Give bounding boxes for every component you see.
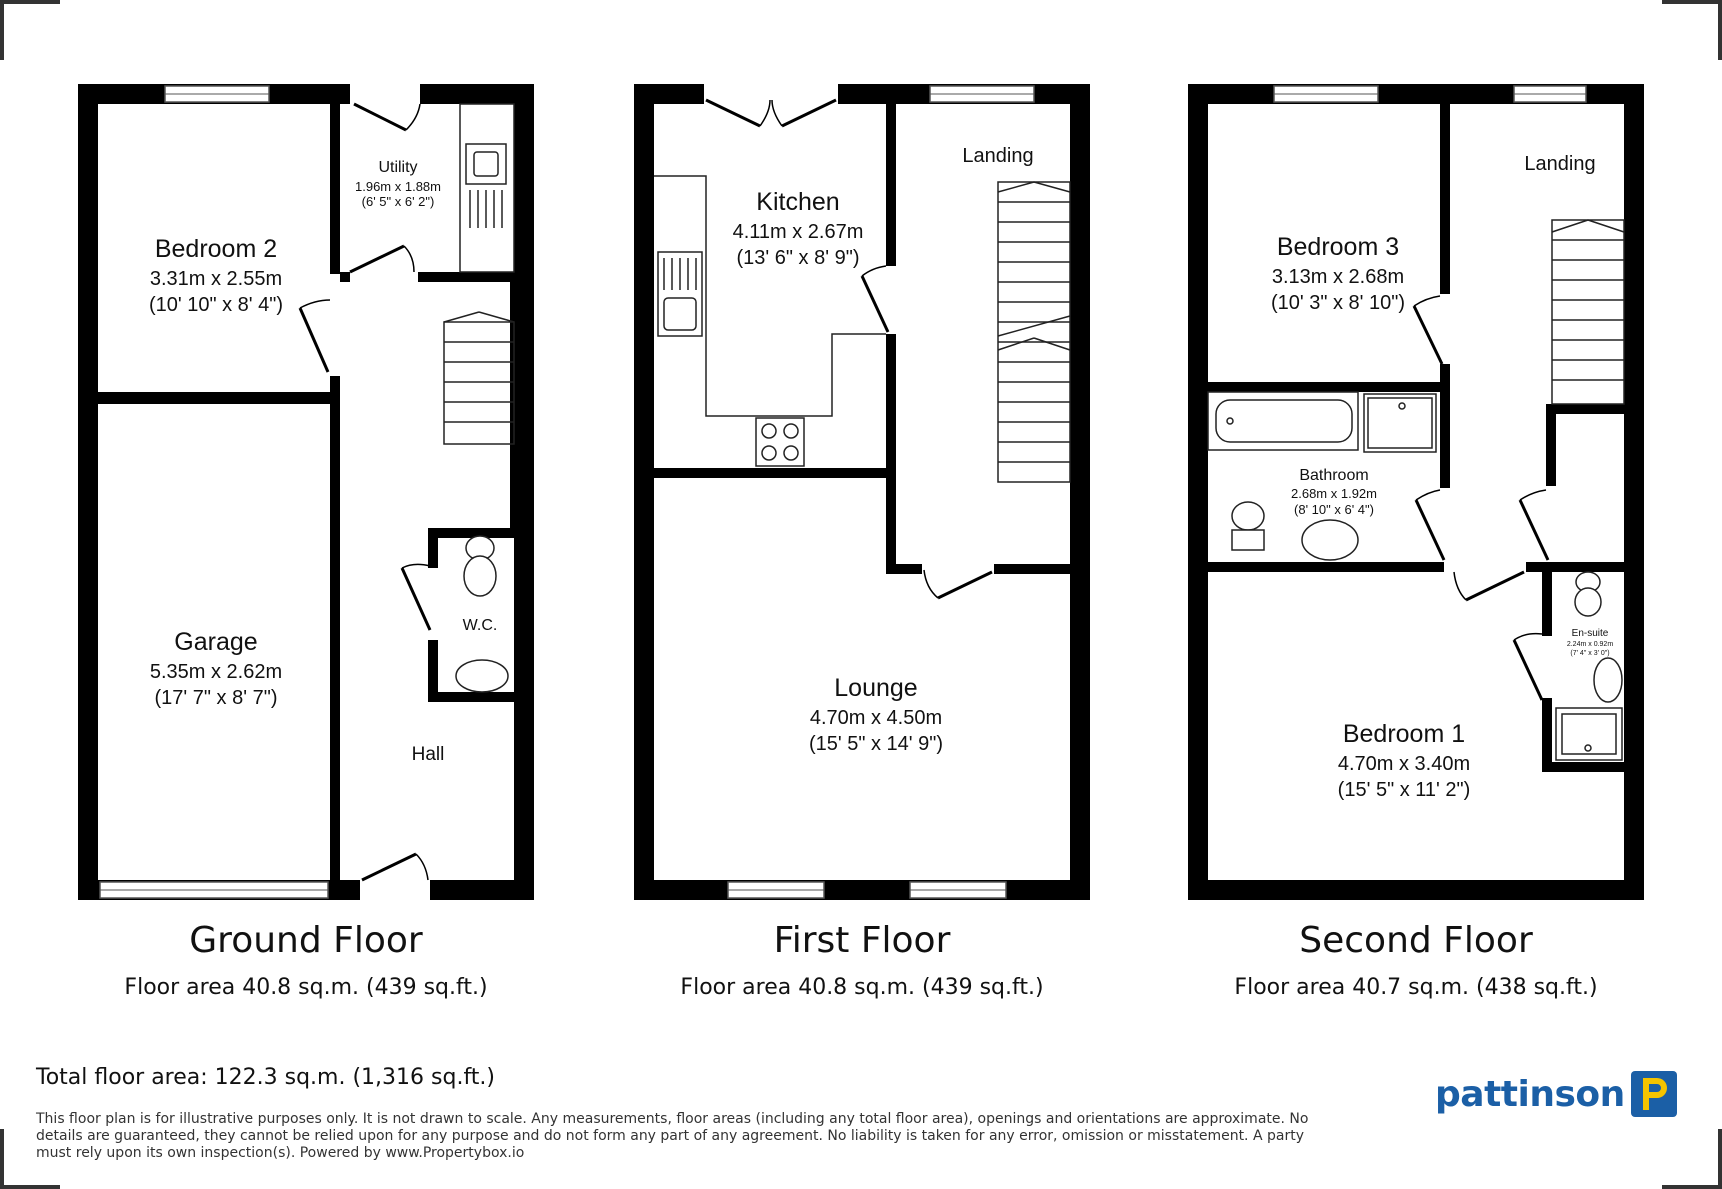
room-imperial: (7' 4" x 3' 0") [1570,650,1610,657]
room-name-bedroom-1: Bedroom 1 [1342,720,1466,748]
room-name-landing: Landing [962,145,1034,167]
logo-text: pattinson [1435,1073,1625,1115]
room-name-en-suite: En-suite [1571,628,1609,639]
room-metric: 4.11m x 2.67m [732,221,864,243]
room-metric: 4.70m x 3.40m [1337,753,1471,775]
pattinson-logo [1435,1071,1677,1117]
first-floor-plan [634,84,1090,900]
floor-area-ground: Floor area 40.8 sq.m. (439 sq.ft.) [124,975,488,1000]
room-name-wc: W.C. [462,617,498,634]
room-name-hall: Hall [411,744,445,765]
stairs-first [998,182,1070,482]
room-name-landing: Landing [1524,153,1596,175]
room-name-bathroom: Bathroom [1299,467,1369,484]
room-imperial: (10' 10" x 8' 4") [148,294,284,316]
stairs-ground [444,312,514,444]
second-floor-plan [1188,84,1644,900]
room-name-utility: Utility [378,159,418,176]
room-name-kitchen: Kitchen [756,188,840,216]
floor-area-first: Floor area 40.8 sq.m. (439 sq.ft.) [680,975,1044,1000]
disclaimer: This floor plan is for illustrative purposes only. It is not drawn to scale. Any measurements, floor areas (including any total floor area), openings and orientations are approximate. No details are guaranteed, they cannot be relied upon for any purpose and do not form any part of any agreement. No liability is taken for any error, omission or misstatement. A party must rely upon its own inspection(s). Powered by www.Propertybox.io [36,1111,1309,1161]
room-metric: 2.68m x 1.92m [1291,486,1377,501]
room-imperial: (10' 3" x 8' 10") [1270,292,1406,314]
floor-area-second: Floor area 40.7 sq.m. (438 sq.ft.) [1234,975,1598,1000]
room-name-bedroom-3: Bedroom 3 [1276,233,1400,261]
room-name-lounge: Lounge [834,674,918,702]
room-metric: 5.35m x 2.62m [149,661,283,683]
room-metric: 2.24m x 0.92m [1566,641,1614,648]
total-floor-area: Total floor area: 122.3 sq.m. (1,316 sq.ft.) [36,1065,496,1090]
room-metric: 4.70m x 4.50m [809,707,943,729]
room-imperial: (13' 6" x 8' 9") [736,247,860,269]
room-imperial: (8' 10" x 6' 4") [1294,502,1374,517]
room-name-garage: Garage [174,628,258,656]
room-name-bedroom-2: Bedroom 2 [154,235,278,263]
room-metric: 3.31m x 2.55m [149,268,283,290]
room-metric: 1.96m x 1.88m [355,179,441,194]
room-imperial: (15' 5" x 14' 9") [808,733,944,755]
stairs-second [1552,220,1624,404]
room-metric: 3.13m x 2.68m [1271,266,1405,288]
room-imperial: (6' 5" x 6' 2") [361,194,435,209]
p-logo-icon [1631,1071,1677,1117]
floor-title-second: Second Floor [1299,920,1533,961]
room-imperial: (15' 5" x 11' 2") [1337,779,1471,801]
room-imperial: (17' 7" x 8' 7") [154,687,278,709]
floor-title-ground: Ground Floor [189,920,423,961]
ground-floor-plan [78,84,534,900]
floor-title-first: First Floor [773,920,951,961]
